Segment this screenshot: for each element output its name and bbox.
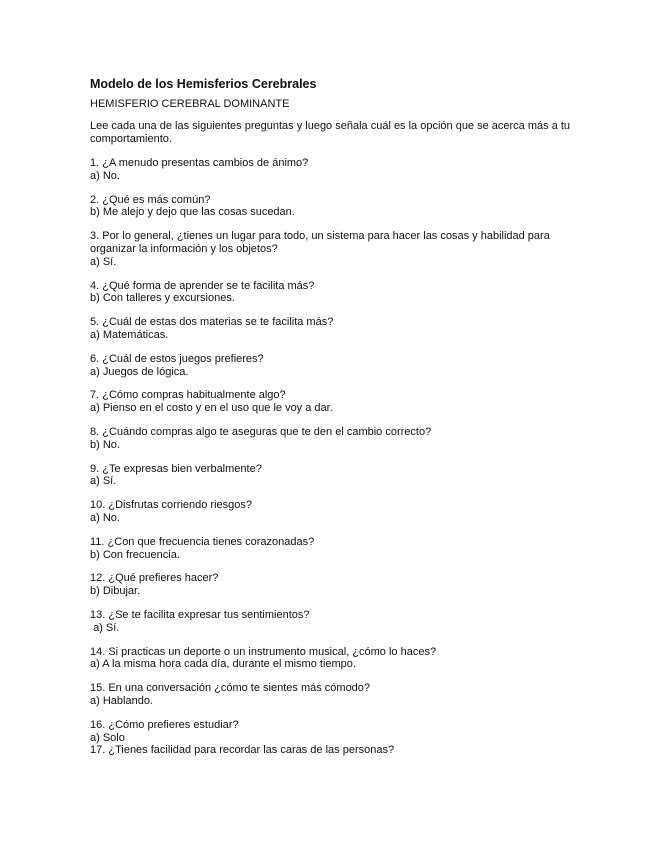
question-item [90,536,590,562]
answer-text: a) No. [90,169,120,182]
question-text: 14. Si practicas un deporte o un instrumento musical, ¿cómo lo haces? [90,645,437,658]
answer-text: a) Matemáticas. [90,328,169,341]
question-item [90,646,590,672]
question-text: 1. ¿A menudo presentas cambios de ánimo? [90,157,309,169]
question-text: 13. ¿Se te facilita expresar tus sentimientos? [90,608,310,621]
answer-text: a) Sí. [90,475,117,488]
question-text: 10. ¿Disfrutas corriendo riesgos? [90,499,253,512]
question-text: 4. ¿Qué forma de aprender se te facilita más? [90,279,315,292]
answer-text: b) Dibujar. [90,585,141,598]
answer-text: b) Me alejo y dejo que las cosas sucedan. [90,206,295,219]
question-item [90,353,590,379]
answer-text: a) Juegos de lógica. [90,365,189,378]
question-item [90,744,590,757]
question-text: 12. ¿Qué prefieres hacer? [90,572,219,585]
question-item [90,499,590,525]
question-item [90,572,590,598]
question-text: 8. ¿Cuándo compras algo te aseguras que te den el cambio correcto? [90,425,432,438]
question-text: 15. En una conversación ¿cómo te sientes más cómodo? [90,682,371,695]
answer-text: a) Pienso en el costo y en el uso que le voy a dar. [90,402,333,415]
instructions: Lee cada una de las siguientes preguntas y luego señala cuál es la opción que se acerca más a tu comportamiento. [90,120,571,145]
answer-text: a) Sí. [90,621,120,634]
question-item [90,316,590,342]
question-text: 3. Por lo general, ¿tienes un lugar para todo, un sistema para hacer las cosas y habilidad para organizar la información y los objetos? [90,230,553,255]
question-text: 2. ¿Qué es más común? [90,193,211,206]
question-item [90,157,590,183]
question-text: 6. ¿Cuál de estos juegos prefieres? [90,352,264,365]
answer-text: b) Con frecuencia. [90,548,180,561]
answer-text: b) Con talleres y excursiones. [90,292,235,305]
answer-text: a) A la misma hora cada día, durante el mismo tiempo. [90,658,356,671]
question-item [90,719,590,745]
question-item [90,609,590,635]
answer-text: a) Solo [90,731,125,744]
answer-text: a) Hablando. [90,694,153,707]
question-item [90,426,590,452]
answer-text: b) No. [90,438,120,451]
answer-text: a) No. [90,511,120,524]
question-text: 17. ¿Tienes facilidad para recordar las caras de las personas? [90,744,395,757]
question-text: 9. ¿Te expresas bien verbalmente? [90,462,262,475]
answer-text: a) Sí. [90,255,117,268]
question-item [90,230,590,268]
question-item [90,463,590,489]
question-item [90,682,590,708]
question-item [90,389,590,415]
question-item [90,280,590,306]
question-item [90,194,590,220]
document-title: Modelo de los Hemisferios Cerebrales [90,77,317,91]
question-text: 11. ¿Con que frecuencia tienes corazonadas? [90,535,315,548]
document-page [90,76,590,757]
question-text: 16. ¿Cómo prefieres estudiar? [90,718,239,731]
document-subtitle: HEMISFERIO CEREBRAL DOMINANTE [90,98,290,110]
question-text: 5. ¿Cuál de estas dos materias se te facilita más? [90,316,334,329]
question-text: 7. ¿Cómo compras habitualmente algo? [90,389,286,402]
